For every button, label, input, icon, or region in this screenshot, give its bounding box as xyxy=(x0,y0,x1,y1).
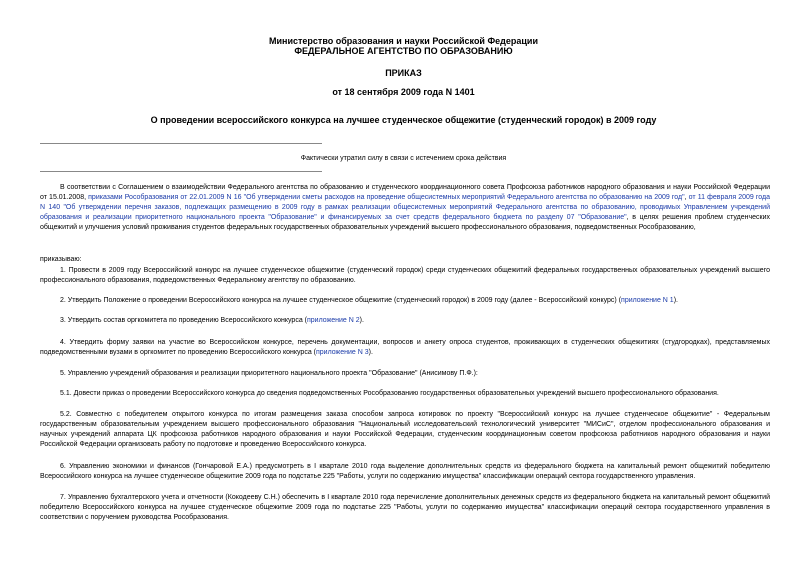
preamble-text-2: , xyxy=(684,194,689,201)
appendix-1-link[interactable]: приложение N 1 xyxy=(621,297,674,304)
item-2 xyxy=(40,296,770,306)
doc-date: от 18 сентября 2009 года N 1401 xyxy=(332,87,475,97)
item-3-text: 3. Утвердить состав оргкомитета по проведению Всероссийского конкурса ( xyxy=(60,317,307,324)
item-3 xyxy=(40,316,770,326)
appendix-3-link[interactable]: приложение N 3 xyxy=(315,349,369,356)
item-5-1: 5.1. Довести приказ о проведении Всероссийского конкурса до сведения подведомственных Рособразованию государственных образовательных учреждений высшего профессионального образования. xyxy=(60,390,719,397)
item-4-text: 4. Утвердить форму заявки на участие во Всероссийском конкурсе, перечень документации, вопросов и анкету опроса студентов, проживающих в студенческих общежитиях (студгородках), представляемых подведомственными вузами в оргкомитет по проведению Всероссийского конкурса ( xyxy=(40,339,770,356)
preamble-paragraph xyxy=(40,183,770,233)
preamble-text-1: В соответствии с Соглашением о взаимодействии Федерального агентства по образованию и студенческого координационного совета Профсоюза работников народного образования и науки Российской Федерации от 15.01.2008, xyxy=(40,184,770,201)
divider-top xyxy=(40,143,322,144)
divider-bottom xyxy=(40,171,322,172)
doc-type: ПРИКАЗ xyxy=(385,68,422,78)
item-4-end: ). xyxy=(368,349,373,356)
item-5: 5. Управлению учреждений образования и реализации приоритетного национального проекта "Образование" (Анисимову П.Ф.): xyxy=(60,370,478,377)
item-1: 1. Провести в 2009 году Всероссийский конкурс на лучшее студенческое общежитие (студенческий городок) среди студенческих общежитий федеральных государственных образовательных учреждений высшего профессионального образования, подведомственных Федеральному агентству по образованию. xyxy=(40,267,770,284)
status-note: Фактически утратил силу в связи с истечением срока действия xyxy=(300,155,507,162)
appendix-2-link[interactable]: приложение N 2 xyxy=(307,317,360,324)
item-7: 7. Управлению бухгалтерского учета и отчетности (Кокодееву С.Н.) обеспечить в I квартале 2010 года перечисление дополнительных денежных средств из федерального бюджета на капитальный ремонт общежитий победителю Всероссийского конкурса на лучшее студенческое общежитие 2009 года по подстатье 225 "Работы, услуги по содержанию имущества" классификации операций сектора государственного управления в соответствии с поручением руководства Рособразования. xyxy=(40,494,770,521)
item-6: 6. Управлению экономики и финансов (Гончаровой Е.А.) предусмотреть в I квартале 2010 года выделение дополнительных средств из федерального бюджета на капитальный ремонт общежитий победителю Всероссийского конкурса на лучшее студенческое общежитие 2009 года по подстатье 225 "Работы, услуги по содержанию имущества" классификации операций сектора государственного управления. xyxy=(40,463,770,480)
order-word: приказываю: xyxy=(40,256,82,263)
preamble-text-3: , в целях решения проблем студенческих общежитий и улучшения условий проживания студентов федеральных государственных образовательных учреждений высшего профессионального образования, подведомственных Рособразованию, xyxy=(40,214,770,231)
order-16-link[interactable]: приказами Рособразования от 22.01.2009 N 16 "Об утверждении сметы расходов на проведение общесистемных мероприятий Федерального агентства по образованию на 2009 год" xyxy=(88,194,685,201)
ministry-name: Министерство образования и науки Российской Федерации xyxy=(269,36,538,46)
item-2-text: 2. Утвердить Положение о проведении Всероссийского конкурса на лучшее студенческое общежитие (студенческий городок) в 2009 году (далее - Всероссийский конкурс) ( xyxy=(60,297,622,304)
item-3-end: ). xyxy=(359,317,364,324)
order-140-link[interactable]: от 11 февраля 2009 года N 140 "Об утверждении перечня заказов, подлежащих размещению в 2009 году в рамках реализации общесистемных мероприятий Федерального агентства по образованию, проводимых Управлением учреждений образования и реализации приоритетного национального проекта "Образование" и финансируемых за счет средств федерального бюджета по разделу 07 "Образование" xyxy=(40,194,770,221)
item-4 xyxy=(40,338,770,358)
doc-title: О проведении всероссийского конкурса на лучшее студенческое общежитие (студенческий городок) в 2009 году xyxy=(150,115,657,125)
agency-name: ФЕДЕРАЛЬНОЕ АГЕНТСТВО ПО ОБРАЗОВАНИЮ xyxy=(294,46,513,56)
item-5-2: 5.2. Совместно с победителем открытого конкурса по итогам размещения заказа способом запроса котировок по проекту "Всероссийский конкурс на лучшее студенческое общежитие" - Федеральным государственным образовательным учреждением высшего профессионального образования "Национальный исследовательский технологический университет "МИСиС", отделом профессионального образования и научных учреждений аппарата ЦК профсоюза работников народного образования и науки Российской Федерации, студенческим координационным советом профсоюза работников народного образования и науки Российской Федерации организовать работу по подготовке и проведению Всероссийского конкурса. xyxy=(40,411,770,448)
item-2-end: ). xyxy=(673,297,678,304)
